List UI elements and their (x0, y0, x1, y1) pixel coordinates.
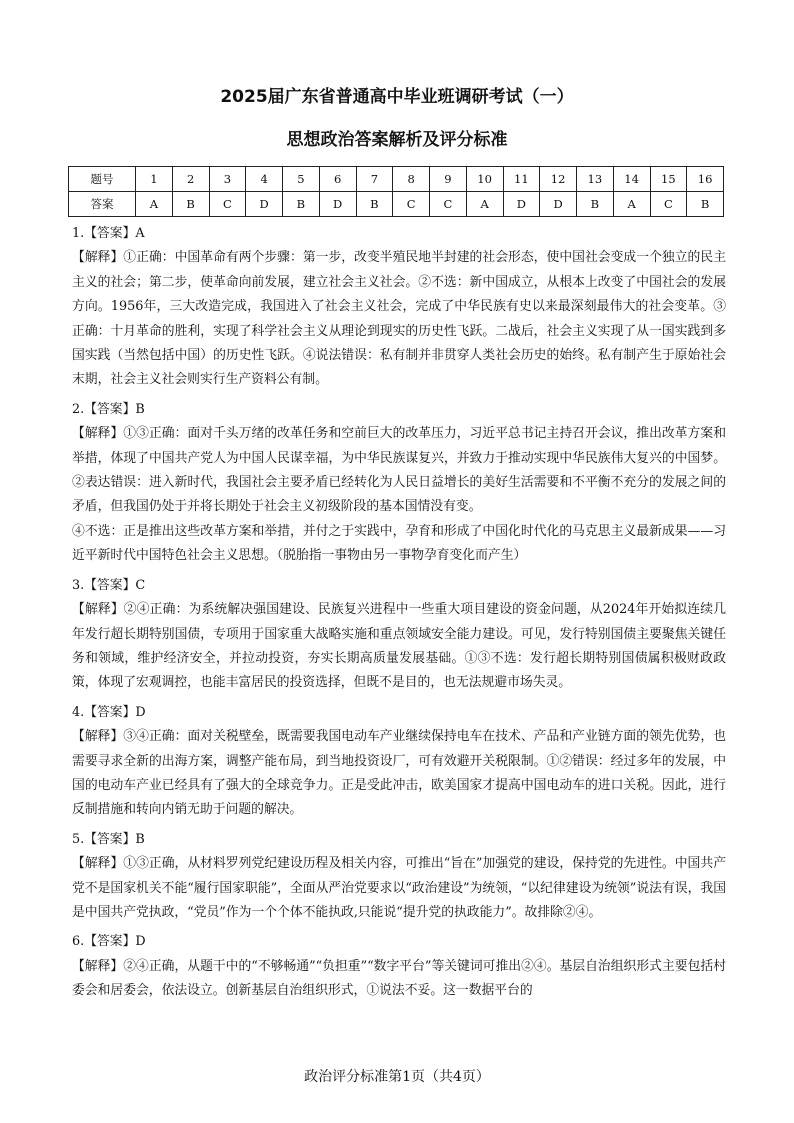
question-number-cell: 4 (246, 167, 283, 192)
answer-cell: A (613, 192, 650, 217)
question-number-cell: 13 (577, 167, 614, 192)
answer-heading: 4.【答案】D (72, 704, 146, 720)
explanation-paragraph: 【解释】②④正确，从题干中的“不够畅通”“负担重”“数字平台”等关键词可推出②④。基层自治组织形式主要包括村委会和居委会，依法设立。创新基层自治组织形式，①说法不妥。这一数据平台的 (72, 958, 726, 999)
question-number-cell: 7 (356, 167, 393, 192)
question-number-cell: 5 (283, 167, 320, 192)
answer-cell: B (283, 192, 320, 217)
answer-cell: D (503, 192, 540, 217)
answer-cell: D (540, 192, 577, 217)
row-label-number: 题号 (69, 167, 136, 192)
question-number-cell: 16 (687, 167, 724, 192)
document-title: 2025届广东省普通高中毕业班调研考试（一） (220, 87, 574, 107)
question-number-cell: 3 (209, 167, 246, 192)
question-block (72, 930, 726, 1003)
question-number-cell: 10 (466, 167, 503, 192)
explanation-paragraph: ④不选：正是推出这些改革方案和举措，并付之于实践中，孕育和形成了中国化时代化的马克思主义最新成果——习近平新时代中国特色社会主义思想。（脱胎指一事物由另一事物孕育变化而产生） (72, 523, 726, 564)
explanation-paragraph: 【解释】①正确：中国革命有两个步骤：第一步，改变半殖民地半封建的社会形态，使中国社会变成一个独立的民主主义的社会；第二步，使革命向前发展，建立社会主义社会。②不选：新中国成立，从根本上改变了中国社会的发展方向。1956年，三大改造完成，我国进入了社会主义社会，完成了中华民族有史以来最深刻最伟大的社会变革。③正确：十月革命的胜利，实现了科学社会主义从理论到现实的历史性飞跃。二战后，社会主义实现了从一国实践到多国实践（当然包括中国）的历史性飞跃。④说法错误：私有制并非贯穿人类社会历史的始终。私有制产生于原始社会末期，社会主义社会则实行生产资料公有制。 (72, 250, 726, 388)
document-subtitle: 思想政治答案解析及评分标准 (286, 130, 508, 150)
question-number-cell: 15 (650, 167, 687, 192)
answer-heading: 6.【答案】D (72, 934, 146, 950)
answer-cell: B (356, 192, 393, 217)
question-number-cell: 9 (430, 167, 467, 192)
answer-heading: 3.【答案】C (72, 577, 146, 593)
answer-cell: C (393, 192, 430, 217)
question-block (72, 574, 726, 696)
question-number-cell: 2 (172, 167, 209, 192)
explanation-paragraph: 【解释】①③正确，从材料罗列党纪建设历程及相关内容，可推出“旨在”加强党的建设，保持党的先进性。中国共产党不是国家机关不能“履行国家职能”，全面从严治党要求以“政治建设”为统领，“以纪律建设为统领”说法有误，我国是中国共产党执政，“党员”作为一个个体不能执政,只能说“提升党的执政能力”。故排除②④。 (72, 856, 726, 920)
answer-cell: C (650, 192, 687, 217)
answer-cell: B (577, 192, 614, 217)
question-number-cell: 8 (393, 167, 430, 192)
answer-cell: D (319, 192, 356, 217)
answer-table (68, 166, 724, 217)
question-number-cell: 6 (319, 167, 356, 192)
question-number-cell: 12 (540, 167, 577, 192)
answer-table-answer-row (69, 192, 724, 217)
answer-cell: A (466, 192, 503, 217)
row-label-answer: 答案 (69, 192, 136, 217)
question-block (72, 828, 726, 926)
question-number-cell: 14 (613, 167, 650, 192)
answer-heading: 2.【答案】B (72, 401, 145, 417)
question-block (72, 222, 726, 393)
question-block (72, 398, 726, 569)
question-number-cell: 11 (503, 167, 540, 192)
answer-cell: B (172, 192, 209, 217)
answer-explanations (72, 222, 726, 1004)
page-footer: 政治评分标准第1页（共4页） (304, 1069, 490, 1085)
answer-table-number-row (69, 167, 724, 192)
explanation-paragraph: 【解释】①③正确：面对千头万绪的改革任务和空前巨大的改革压力，习近平总书记主持召开会议，推出改革方案和举措，体现了中国共产党人为中国人民谋幸福，为中华民族谋复兴，并致力于推动实现中华民族伟大复兴的中国梦。②表达错误：进入新时代，我国社会主要矛盾已经转化为人民日益增长的美好生活需要和不平衡不充分的发展之间的矛盾，但我国仍处于并将长期处于社会主义初级阶段的基本国情没有变。 (72, 426, 726, 515)
answer-cell: C (209, 192, 246, 217)
answer-cell: B (687, 192, 724, 217)
answer-cell: C (430, 192, 467, 217)
explanation-paragraph: 【解释】③④正确：面对关税壁垒，既需要我国电动车产业继续保持电车在技术、产品和产业链方面的领先优势，也需要寻求全新的出海方案，调整产能布局，到当地投资设厂，可有效避开关税限制。①②错误：经过多年的发展，中国的电动车产业已经具有了强大的全球竞争力。正是受此冲击，欧美国家才提高中国电动车的进口关税。因此，进行反制措施和转向内销无助于问题的解决。 (72, 729, 726, 818)
answer-cell: A (136, 192, 173, 217)
answer-heading: 1.【答案】A (72, 226, 145, 241)
question-number-cell: 1 (136, 167, 173, 192)
answer-cell: D (246, 192, 283, 217)
explanation-paragraph: 【解释】②④正确：为系统解决强国建设、民族复兴进程中一些重大项目建设的资金问题，从2024年开始拟连续几年发行超长期特别国债，专项用于国家重大战略实施和重点领域安全能力建设。可见，发行特别国债主要聚焦关键任务和领域，维护经济安全，并拉动投资，夯实长期高质量发展基础。①③不选：发行超长期特别国债属积极财政政策，体现了宏观调控，也能丰富居民的投资选择，但既不是目的，也无法规避市场失灵。 (72, 602, 726, 691)
question-block (72, 701, 726, 823)
answer-heading: 5.【答案】B (72, 831, 145, 847)
